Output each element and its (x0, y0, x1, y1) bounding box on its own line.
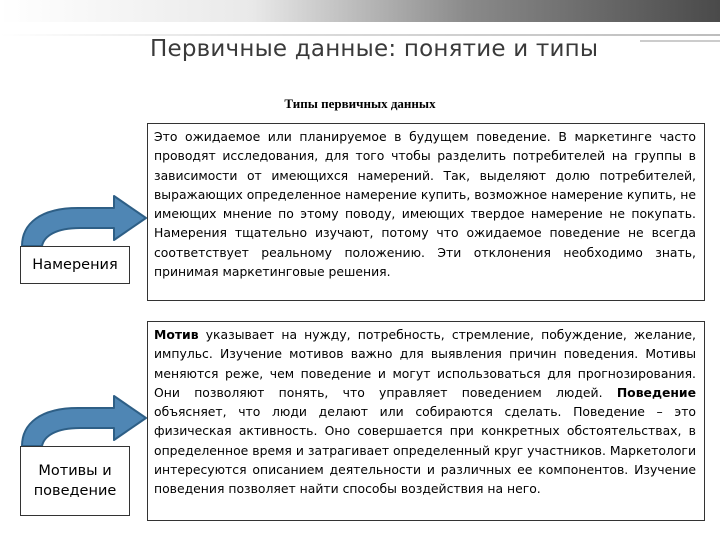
motives-description (154, 325, 696, 499)
page-title: Первичные данные: понятие и типы (150, 36, 599, 62)
motives-text-part1: указывает на нужду, потребность, стремление, побуждение, желание, импульс. Изучение мотивов важно для выявления причин поведения. Мотивы меняются реже, чем поведение и могут использоваться для прогнозирования. Они позволяют понять, что управляет поведением людей. (154, 327, 696, 400)
curved-arrow-icon (18, 190, 150, 248)
label-motives-line1: Мотивы и (38, 463, 112, 479)
label-motives-line2: поведение (33, 483, 117, 499)
text-box-motives (147, 321, 705, 521)
term-behavior: Поведение (616, 384, 696, 400)
top-decor-line-short (640, 40, 720, 42)
curved-arrow-icon (18, 390, 150, 448)
label-box-motives (20, 446, 130, 516)
top-decor-bar (0, 0, 720, 22)
intentions-description: Это ожидаемое или планируемое в будущем поведение. В маркетинге часто проводят исследования, для того чтобы разделить потребителей на группы в зависимости от имеющихся намерений. Так, выделяют долю потребителей, выражающих определенное намерение купить, возможное намерение купить, не имеющих мнение по этому поводу, имеющих твердое намерение не покупать. Намерения тщательно изучают, потому что ожидаемое поведение не всегда соответствует реальному положению. Эти отклонения необходимо знать, принимая маркетинговые решения. (154, 129, 696, 280)
label-intentions: Намерения (32, 257, 118, 273)
page-subtitle: Типы первичных данных (284, 96, 436, 111)
term-motive: Мотив (154, 327, 199, 342)
text-box-intentions (147, 123, 705, 301)
motives-text-part2: объясняет, что люди делают или собираются сделать. Поведение – это физическая активность. Оно совершается при конкретных обстоятельствах, в определенное время и затрагивает определенный круг участников. Маркетологи интересуются описанием деятельности и различных ее компонентов. Изучение поведения позволяет найти способы воздействия на него. (154, 404, 696, 497)
label-box-intentions (20, 246, 130, 284)
